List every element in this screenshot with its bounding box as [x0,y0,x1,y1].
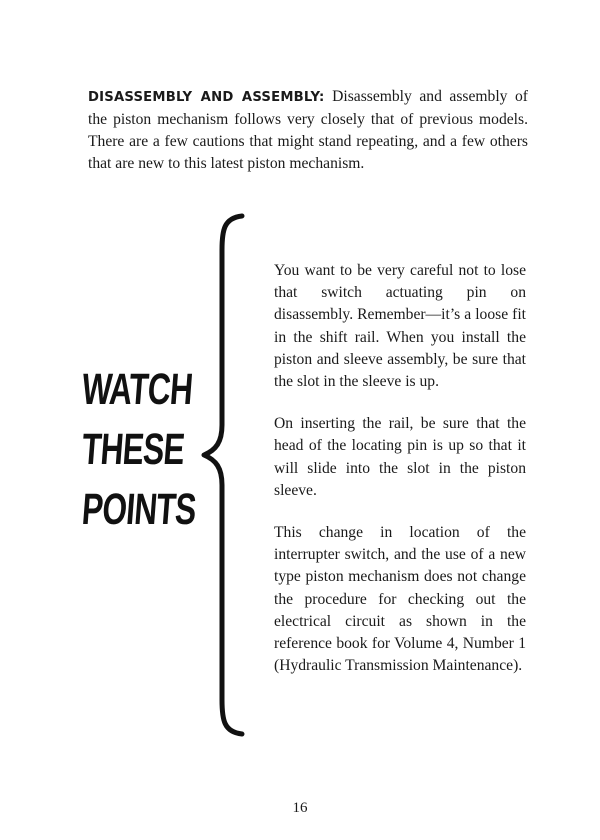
point-item-2: On inserting the rail, be sure that the head of the locating pin is up so that it will slide into the slot in the piston sleeve. [274,415,526,499]
watch-these-points-callout [82,360,212,540]
point-item-3: This change in location of the interrupter switch, and the use of a new type piston mechanism does not change the procedure for checking out the electrical circuit as shown in the reference book for Volume 4, Number 1 (Hydraulic Transmission Maintenance). [274,524,526,675]
points-list [274,260,526,697]
callout-line-watch: WATCH [80,365,195,414]
callout-line-points: POINTS [80,485,198,534]
intro-paragraph [88,86,528,175]
callout-line-these: THESE [80,425,186,474]
page-number: 16 [292,800,308,816]
section-heading: DISASSEMBLY AND ASSEMBLY: [88,90,325,105]
point-item-1: You want to be very careful not to lose that switch actuating pin on disassembly. Remember—it’s a loose fit in the shift rail. When you install the piston and sleeve assembly, be sure that the slot in the sleeve is up. [274,262,526,391]
curly-brace [196,210,256,740]
intro-text: Disassembly and assembly of the piston mechanism follows very closely that of previous models. There are a few cautions that might stand repeating, and a few others that are new to this latest piston mechanism. [88,88,529,172]
